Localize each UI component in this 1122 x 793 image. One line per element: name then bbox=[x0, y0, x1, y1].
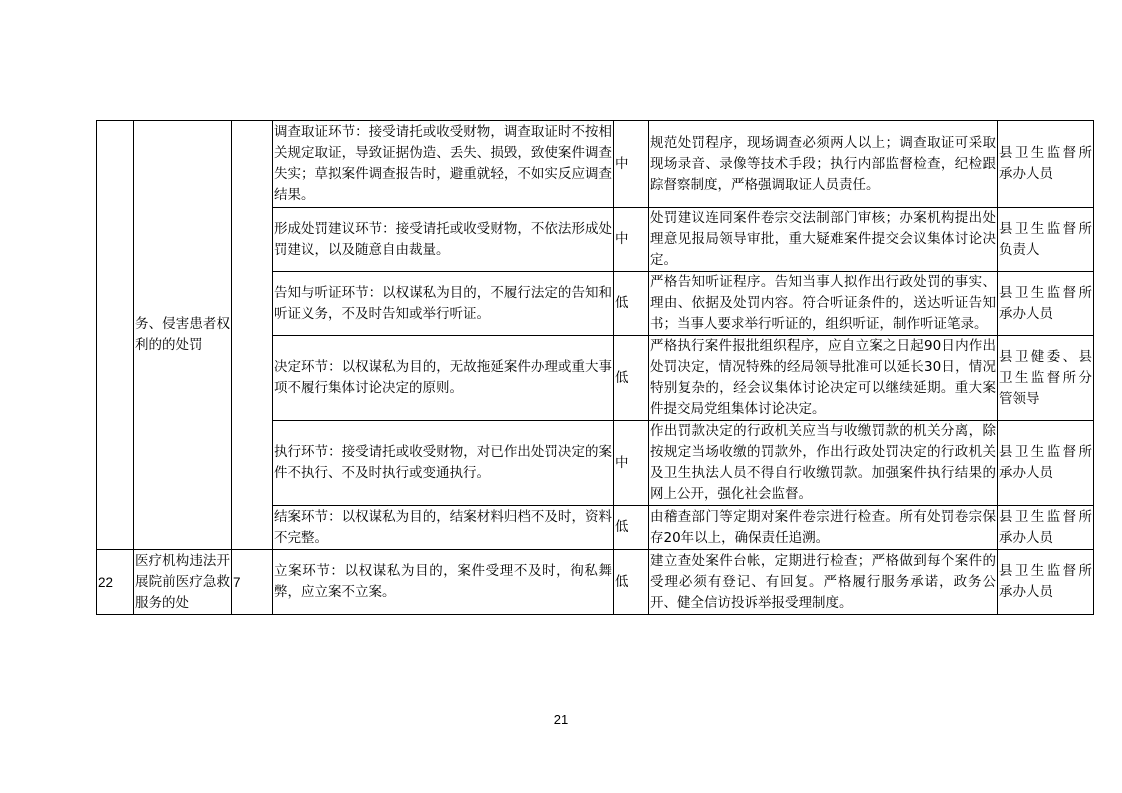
row-number: 22 bbox=[97, 550, 134, 615]
risk-point: 结案环节：以权谋私为目的，结案材料归档不及时，资料不完整。 bbox=[273, 506, 614, 550]
risk-point: 立案环节：以权谋私为目的，案件受理不及时，徇私舞弊，应立案不立案。 bbox=[273, 550, 614, 615]
responsible-party: 县卫生监督所负责人 bbox=[998, 208, 1094, 272]
risk-level: 中 bbox=[614, 421, 649, 506]
responsible-party: 县卫健委、县卫生监督所分管领导 bbox=[998, 336, 1094, 421]
responsible-party: 县卫生监督所承办人员 bbox=[998, 506, 1094, 550]
risk-level: 低 bbox=[614, 272, 649, 336]
responsible-party: 县卫生监督所承办人员 bbox=[998, 421, 1094, 506]
prevention-measure: 作出罚款决定的行政机关应当与收缴罚款的机关分离，除按规定当场收缴的罚款外，作出行政处罚决定的行政机关及卫生执法人员不得自行收缴罚款。加强案件执行结果的网上公开，强化社会监督。 bbox=[649, 421, 998, 506]
prevention-measure: 规范处罚程序，现场调查必须两人以上；调查取证可采取现场录音、录像等技术手段；执行内部监督检查，纪检跟踪督察制度，严格强调取证人员责任。 bbox=[649, 121, 998, 208]
risk-point: 执行环节：接受请托或收受财物，对已作出处罚决定的案件不执行、不及时执行或变通执行。 bbox=[273, 421, 614, 506]
responsible-party: 县卫生监督所承办人员 bbox=[998, 550, 1094, 615]
risk-level: 低 bbox=[614, 506, 649, 550]
risk-point: 形成处罚建议环节：接受请托或收受财物，不依法形成处罚建议，以及随意自由裁量。 bbox=[273, 208, 614, 272]
risk-point: 决定环节：以权谋私为目的，无故拖延案件办理或重大事项不履行集体讨论决定的原则。 bbox=[273, 336, 614, 421]
prevention-measure: 严格告知听证程序。告知当事人拟作出行政处罚的事实、理由、依据及处罚内容。符合听证条件的，送达听证告知书；当事人要求举行听证的，组织听证，制作听证笔录。 bbox=[649, 272, 998, 336]
risk-level: 中 bbox=[614, 121, 649, 208]
risk-level: 低 bbox=[614, 336, 649, 421]
prevention-measure: 由稽查部门等定期对案件卷宗进行检查。所有处罚卷宗保存20年以上，确保责任追溯。 bbox=[649, 506, 998, 550]
prevention-measure: 处罚建议连同案件卷宗交法制部门审核；办案机构提出处理意见报局领导审批，重大疑难案件提交会议集体讨论决定。 bbox=[649, 208, 998, 272]
table-row bbox=[97, 121, 1094, 208]
table-row bbox=[97, 550, 1094, 615]
item-name: 医疗机构违法开展院前医疗急救服务的处 bbox=[134, 550, 232, 615]
item-count bbox=[232, 121, 273, 550]
risk-point: 调查取证环节：接受请托或收受财物，调查取证时不按相关规定取证，导致证据伪造、丢失、损毁，致使案件调查失实；草拟案件调查报告时，避重就轻，不如实反应调查结果。 bbox=[273, 121, 614, 208]
risk-table bbox=[96, 120, 1094, 615]
prevention-measure: 建立查处案件台帐，定期进行检查；严格做到每个案件的受理必须有登记、有回复。严格履行服务承诺，政务公开、健全信访投诉举报受理制度。 bbox=[649, 550, 998, 615]
responsible-party: 县卫生监督所承办人员 bbox=[998, 272, 1094, 336]
page-number: 21 bbox=[553, 712, 569, 727]
risk-level: 中 bbox=[614, 208, 649, 272]
responsible-party: 县卫生监督所承办人员 bbox=[998, 121, 1094, 208]
item-name: 务、侵害患者权利的的处罚 bbox=[134, 121, 232, 550]
prevention-measure: 严格执行案件报批组织程序，应自立案之日起90日内作出处罚决定，情况特殊的经局领导批准可以延长30日，情况特别复杂的，经会议集体讨论决定可以继续延期。重大案件提交局党组集体讨论决定。 bbox=[649, 336, 998, 421]
row-number bbox=[97, 121, 134, 550]
risk-point: 告知与听证环节：以权谋私为目的，不履行法定的告知和听证义务，不及时告知或举行听证。 bbox=[273, 272, 614, 336]
risk-level: 低 bbox=[614, 550, 649, 615]
item-count: 7 bbox=[232, 550, 273, 615]
